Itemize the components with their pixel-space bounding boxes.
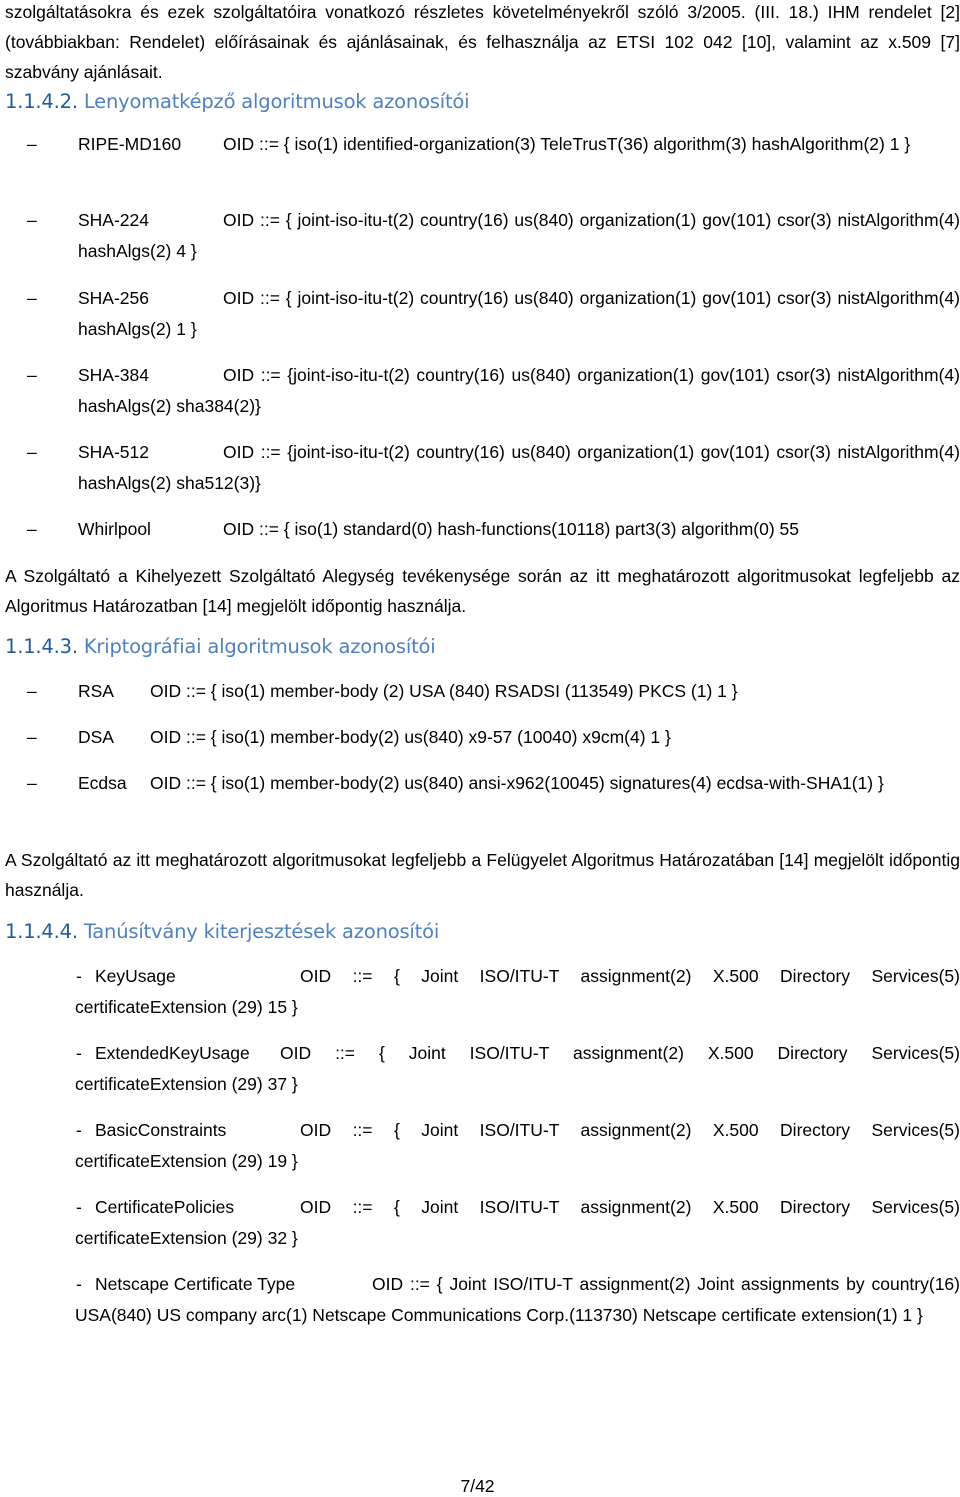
algorithm-oid: OID ::= { joint-iso-itu-t(2) country(16) us(840) organization(1) gov(101) csor(3) nistAlgorithm(4) hashAlgs(2) 1 } xyxy=(78,288,960,339)
algorithm-oid: OID ::= { iso(1) member-body(2) us(840) x9-57 (10040) x9cm(4) 1 } xyxy=(150,727,671,747)
section-heading-hash xyxy=(5,89,469,115)
algorithm-oid: OID ::= {joint-iso-itu-t(2) country(16) us(840) organization(1) gov(101) csor(3) nistAlgorithm(4) hashAlgs(2) sha384(2)} xyxy=(78,365,960,416)
list-item xyxy=(5,1115,960,1177)
page-footer xyxy=(0,1476,960,1497)
list-dash: – xyxy=(27,134,37,154)
section-note-crypto: A Szolgáltató az itt meghatározott algoritmusokat legfeljebb a Felügyelet Algoritmus Határozatában [14] megjelölt időpontig használja. xyxy=(5,850,960,900)
algorithm-name: SHA-512 xyxy=(78,442,150,462)
list-hyphen: - xyxy=(76,1274,82,1294)
extension-name: Netscape Certificate Type xyxy=(95,1274,296,1294)
list-dash: – xyxy=(27,773,37,793)
algorithm-name: DSA xyxy=(78,727,114,747)
extension-oid: OID ::= { Joint ISO/ITU-T assignment(2) X.500 Directory Services(5) certificateExtension (29) 15 } xyxy=(75,966,960,1017)
algorithm-oid: OID ::= { iso(1) identified-organization(3) TeleTrusT(36) algorithm(3) hashAlgorithm(2) 1 } xyxy=(223,134,911,154)
list-item xyxy=(5,1269,960,1331)
list-item xyxy=(5,437,960,499)
section-title: Kriptográfiai algoritmusok azonosítói xyxy=(83,635,436,658)
algorithm-oid: OID ::= { joint-iso-itu-t(2) country(16) us(840) organization(1) gov(101) csor(3) nistAlgorithm(4) hashAlgs(2) 4 } xyxy=(78,210,960,261)
list-dash: – xyxy=(27,727,37,747)
algorithm-oid: OID ::= {joint-iso-itu-t(2) country(16) us(840) organization(1) gov(101) csor(3) nistAlgorithm(4) hashAlgs(2) sha512(3)} xyxy=(78,442,960,493)
extension-name: BasicConstraints xyxy=(95,1120,227,1140)
extension-name: CertificatePolicies xyxy=(95,1197,235,1217)
list-dash: – xyxy=(27,681,37,701)
list-dash: – xyxy=(27,442,37,462)
list-dash: – xyxy=(27,519,37,539)
algorithm-name: SHA-224 xyxy=(78,210,150,230)
algorithm-name: RSA xyxy=(78,681,114,701)
list-hyphen: - xyxy=(76,1197,82,1217)
section-number: 1.1.4.3. xyxy=(5,635,78,658)
list-item xyxy=(5,129,960,160)
extension-name: ExtendedKeyUsage xyxy=(95,1043,250,1063)
extension-oid: OID ::= { Joint ISO/ITU-T assignment(2) X.500 Directory Services(5) certificateExtension (29) 32 } xyxy=(75,1197,960,1248)
extension-oid: OID ::= { Joint ISO/ITU-T assignment(2) X.500 Directory Services(5) certificateExtension (29) 19 } xyxy=(75,1120,960,1171)
extension-name: KeyUsage xyxy=(95,966,176,986)
algorithm-name: Whirlpool xyxy=(78,519,151,539)
list-item xyxy=(5,283,960,345)
algorithm-name: RIPE-MD160 xyxy=(78,134,182,154)
list-dash: – xyxy=(27,210,37,230)
algorithm-name: SHA-256 xyxy=(78,288,150,308)
list-hyphen: - xyxy=(76,966,82,986)
algorithm-oid: OID ::= { iso(1) standard(0) hash-functions(10118) part3(3) algorithm(0) 55 xyxy=(223,519,799,539)
section-note-hash: A Szolgáltató a Kihelyezett Szolgáltató Alegység tevékenysége során az itt meghatározott algoritmusokat legfeljebb az Algoritmus Határozatban [14] megjelölt időpontig használja. xyxy=(5,566,960,616)
extension-oid: OID ::= { Joint ISO/ITU-T assignment(2) Joint assignments by country(16) USA(840) US company arc(1) Netscape Communications Corp.(113730) Netscape certificate extension(1) 1 } xyxy=(75,1274,960,1325)
section-title: Tanúsítvány kiterjesztések azonosítói xyxy=(83,920,440,943)
section-heading-extensions xyxy=(5,919,439,945)
list-dash: – xyxy=(27,365,37,385)
list-dash: – xyxy=(27,288,37,308)
list-item xyxy=(5,768,960,799)
algorithm-oid: OID ::= { iso(1) member-body(2) us(840) ansi-x962(10045) signatures(4) ecdsa-with-SHA1(1) } xyxy=(150,773,884,793)
list-hyphen: - xyxy=(76,1043,82,1063)
list-item xyxy=(5,1038,960,1100)
list-item xyxy=(5,205,960,267)
page-number: 7/42 xyxy=(460,1476,495,1496)
section-heading-crypto xyxy=(5,634,435,660)
algorithm-name: SHA-384 xyxy=(78,365,150,385)
list-hyphen: - xyxy=(76,1120,82,1140)
list-item xyxy=(5,1192,960,1254)
list-item xyxy=(5,676,960,707)
list-item xyxy=(5,722,960,753)
list-item xyxy=(5,514,960,545)
intro-paragraph: szolgáltatásokra és ezek szolgáltatóira vonatkozó részletes követelményekről szóló 3/2005. (III. 18.) IHM rendelet [2] (továbbiakban: Rendelet) előírásainak és ajánlásainak, és felhasználja az ETSI 102 042 [10], valamint az x.509 [7] szabvány ajánlásait. xyxy=(5,2,960,82)
algorithm-oid: OID ::= { iso(1) member-body (2) USA (840) RSADSI (113549) PKCS (1) 1 } xyxy=(150,681,738,701)
algorithm-name: Ecdsa xyxy=(78,773,127,793)
list-item xyxy=(5,360,960,422)
list-item xyxy=(5,961,960,1023)
section-number: 1.1.4.4. xyxy=(5,920,78,943)
section-number: 1.1.4.2. xyxy=(5,90,78,113)
extension-oid: OID ::= { Joint ISO/ITU-T assignment(2) X.500 Directory Services(5) certificateExtension (29) 37 } xyxy=(75,1043,960,1094)
section-title: Lenyomatképző algoritmusok azonosítói xyxy=(83,90,470,113)
